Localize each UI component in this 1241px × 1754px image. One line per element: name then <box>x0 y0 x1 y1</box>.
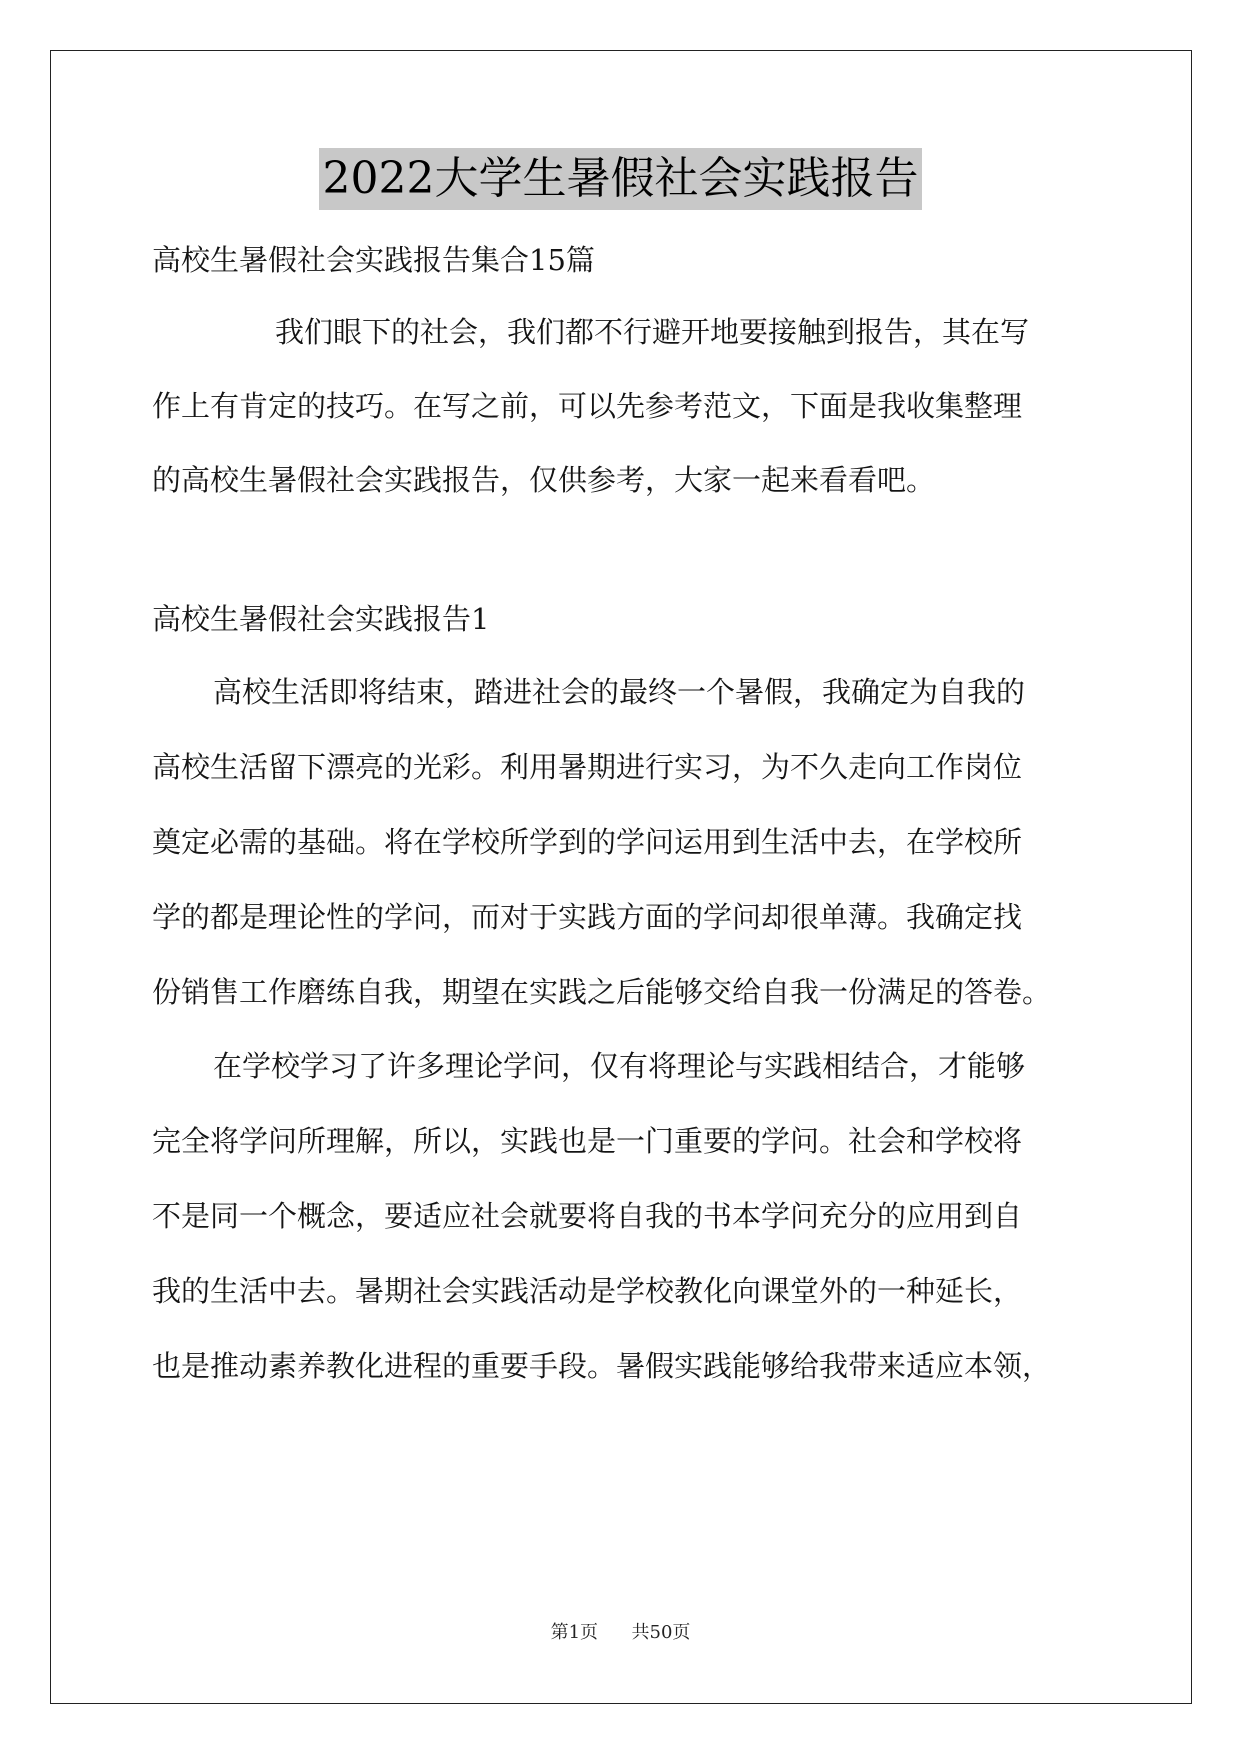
paragraph2-line-5: 也是推动素养教化进程的重要手段。暑假实践能够给我带来适应本领， <box>152 1349 1052 1383</box>
title-container <box>0 148 1241 210</box>
intro-line-2: 作上有肯定的技巧。在写之前，可以先参考范文，下面是我收集整理 <box>152 389 1023 423</box>
intro-line-1: 我们眼下的社会，我们都不行避开地要接触到报告，其在写 <box>275 315 1030 349</box>
paragraph2-line-2: 完全将学问所理解，所以，实践也是一门重要的学问。社会和学校将 <box>152 1124 1023 1158</box>
page-footer <box>0 1621 1241 1645</box>
total-pages: 共50页 <box>631 1622 691 1643</box>
paragraph2-line-4: 我的生活中去。暑期社会实践活动是学校教化向课堂外的一种延长， <box>152 1274 1023 1308</box>
paragraph1-line-5: 份销售工作磨练自我，期望在实践之后能够交给自我一份满足的答卷。 <box>152 975 1052 1009</box>
document-title: 2022大学生暑假社会实践报告 <box>319 148 923 210</box>
paragraph1-line-2: 高校生活留下漂亮的光彩。利用暑期进行实习，为不久走向工作岗位 <box>152 750 1023 784</box>
page-number: 第1页 <box>550 1622 599 1643</box>
section-heading: 高校生暑假社会实践报告1 <box>152 602 490 636</box>
paragraph2-line-3: 不是同一个概念，要适应社会就要将自我的书本学问充分的应用到自 <box>152 1199 1023 1233</box>
subtitle: 高校生暑假社会实践报告集合15篇 <box>152 243 595 277</box>
intro-line-3: 的高校生暑假社会实践报告，仅供参考，大家一起来看看吧。 <box>152 463 936 497</box>
paragraph1-line-4: 学的都是理论性的学问，而对于实践方面的学问却很单薄。我确定找 <box>152 900 1023 934</box>
page-border <box>50 50 1192 1704</box>
paragraph2-line-1: 在学校学习了许多理论学问，仅有将理论与实践相结合，才能够 <box>213 1049 1026 1083</box>
paragraph1-line-3: 奠定必需的基础。将在学校所学到的学问运用到生活中去，在学校所 <box>152 825 1023 859</box>
paragraph1-line-1: 高校生活即将结束，踏进社会的最终一个暑假，我确定为自我的 <box>213 675 1026 709</box>
